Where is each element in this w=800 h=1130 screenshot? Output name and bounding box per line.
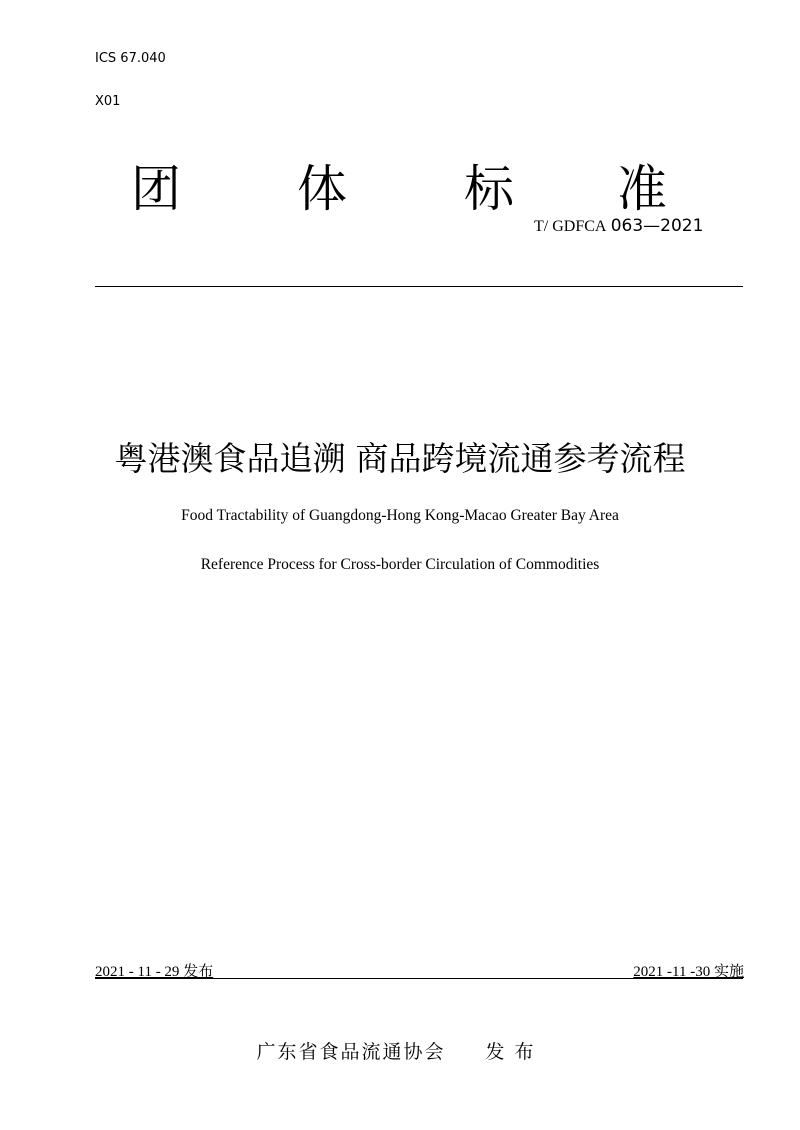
bottom-divider bbox=[95, 978, 743, 979]
issuer-organization: 广东省食品流通协会 bbox=[256, 1041, 446, 1063]
standard-type-char-1: 团 bbox=[131, 160, 181, 218]
publish-label: 发布 bbox=[183, 962, 214, 980]
ics-code: ICS 67.040 bbox=[95, 51, 166, 66]
implementation-label: 实施 bbox=[713, 962, 744, 980]
document-title-en-line-2: Reference Process for Cross-border Circulation of Commodities bbox=[200, 556, 600, 573]
publish-date-value: 2021 - 11 - 29 bbox=[95, 964, 180, 980]
title-cn-part-2: 商品跨境流通参考流程 bbox=[355, 439, 686, 478]
issuer-line bbox=[0, 1037, 800, 1064]
standard-number bbox=[534, 216, 703, 236]
document-title-cn bbox=[0, 433, 800, 480]
classification-code: X01 bbox=[95, 94, 121, 109]
standard-type-char-2: 体 bbox=[297, 160, 347, 218]
standard-type-char-3: 标 bbox=[464, 160, 514, 218]
issuer-action: 发布 bbox=[485, 1041, 544, 1063]
document-title-en-line-1: Food Tractability of Guangdong-Hong Kong-Macao Greater Bay Area bbox=[181, 507, 619, 524]
top-divider bbox=[95, 286, 743, 287]
standard-number-prefix: T/ GDFCA bbox=[534, 218, 607, 235]
standard-type-char-4: 准 bbox=[617, 160, 667, 218]
implementation-date-value: 2021 -11 -30 bbox=[633, 964, 711, 980]
title-cn-part-1: 粤港澳食品追溯 bbox=[114, 439, 346, 478]
standard-number-value: 063—2021 bbox=[610, 216, 704, 236]
